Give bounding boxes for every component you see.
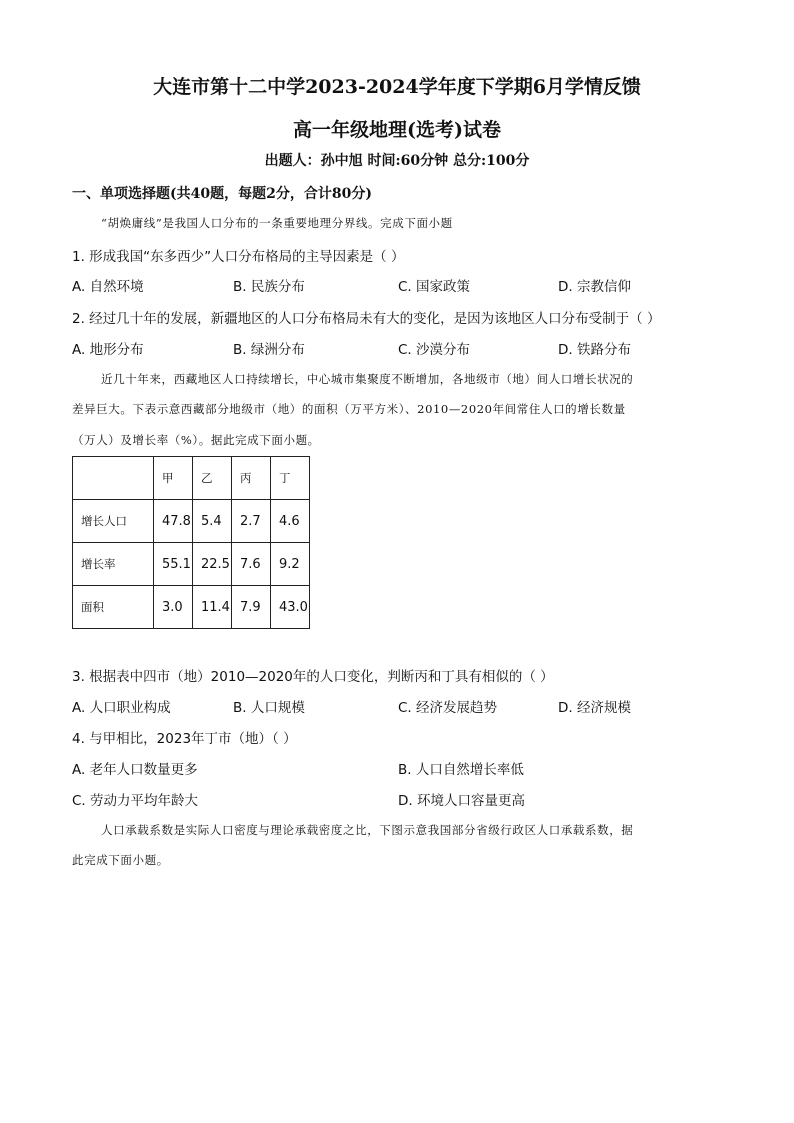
exam-subtitle: 高一年级地理(选考)试卷 [293, 119, 501, 141]
table-row [73, 586, 310, 629]
table-row [73, 543, 310, 586]
population-table [72, 456, 310, 629]
q3-option-c: C. 经济发展趋势 [398, 700, 498, 716]
q2-option-c: C. 沙漠分布 [398, 342, 471, 358]
q3-option-d: D. 经济规模 [558, 700, 631, 716]
q1-option-d: D. 宗教信仰 [558, 279, 631, 295]
intro-paragraph-line: （万人）及增长率（%）。据此完成下面小题。 [72, 433, 320, 447]
exam-meta: 出题人：孙中旭 时间:60分钟 总分:100分 [264, 153, 530, 169]
table-header-cell: 乙 [193, 457, 232, 500]
table-header-cell: 丁 [271, 457, 310, 500]
q2-option-a: A. 地形分布 [72, 342, 144, 358]
table-cell: 9.2 [271, 543, 310, 586]
question-1-stem: 1. 形成我国“东多西少”人口分布格局的主导因素是（ ） [72, 249, 405, 265]
q1-option-a: A. 自然环境 [72, 279, 144, 295]
table-cell: 55.1 [154, 543, 193, 586]
table-cell: 22.5 [193, 543, 232, 586]
q1-option-b: B. 民族分布 [233, 279, 305, 295]
q4-option-d: D. 环境人口容量更高 [398, 793, 525, 809]
table-cell: 3.0 [154, 586, 193, 629]
table-cell: 11.4 [193, 586, 232, 629]
table-cell: 2.7 [232, 500, 271, 543]
q4-option-b: B. 人口自然增长率低 [398, 762, 524, 778]
table-cell: 4.6 [271, 500, 310, 543]
table-row [73, 500, 310, 543]
intro-paragraph-line: 此完成下面小题。 [72, 853, 169, 867]
q2-option-d: D. 铁路分布 [558, 342, 631, 358]
intro-paragraph-line: 差异巨大。下表示意西藏部分地级市（地）的面积（万平方米）、2010—2020年间常住人口的增长数量 [72, 402, 626, 416]
q1-option-c: C. 国家政策 [398, 279, 471, 295]
q3-option-a: A. 人口职业构成 [72, 700, 171, 716]
intro-paragraph-line: 人口承载系数是实际人口密度与理论承载密度之比，下图示意我国部分省级行政区人口承载系数，据 [101, 823, 634, 837]
row-label: 增长率 [73, 543, 154, 586]
q2-option-b: B. 绿洲分布 [233, 342, 305, 358]
q3-option-b: B. 人口规模 [233, 700, 305, 716]
table-cell: 47.8 [154, 500, 193, 543]
table-cell: 7.6 [232, 543, 271, 586]
intro-paragraph-line: 近几十年来，西藏地区人口持续增长，中心城市集聚度不断增加，各地级市（地）间人口增长状况的 [101, 372, 634, 386]
row-label: 增长人口 [73, 500, 154, 543]
q4-option-c: C. 劳动力平均年龄大 [72, 793, 199, 809]
row-label: 面积 [73, 586, 154, 629]
table-cell: 5.4 [193, 500, 232, 543]
question-4-stem: 4. 与甲相比，2023年丁市（地）（ ） [72, 731, 297, 747]
exam-title: 大连市第十二中学2023-2024学年度下学期6月学情反馈 [153, 76, 641, 98]
table-header-cell: 丙 [232, 457, 271, 500]
section-heading: 一、单项选择题(共40题，每题2分，合计80分) [72, 186, 372, 202]
question-2-stem: 2. 经过几十年的发展，新疆地区的人口分布格局未有大的变化，是因为该地区人口分布受制于（ ） [72, 311, 661, 327]
table-cell: 43.0 [271, 586, 310, 629]
question-3-stem: 3. 根据表中四市（地）2010—2020年的人口变化，判断丙和丁具有相似的（ ） [72, 669, 554, 685]
table-header-cell [73, 457, 154, 500]
table-header-cell: 甲 [154, 457, 193, 500]
intro-paragraph: “胡焕庸线”是我国人口分布的一条重要地理分界线。完成下面小题 [101, 216, 453, 230]
q4-option-a: A. 老年人口数量更多 [72, 762, 198, 778]
table-header-row [73, 457, 310, 500]
table-cell: 7.9 [232, 586, 271, 629]
